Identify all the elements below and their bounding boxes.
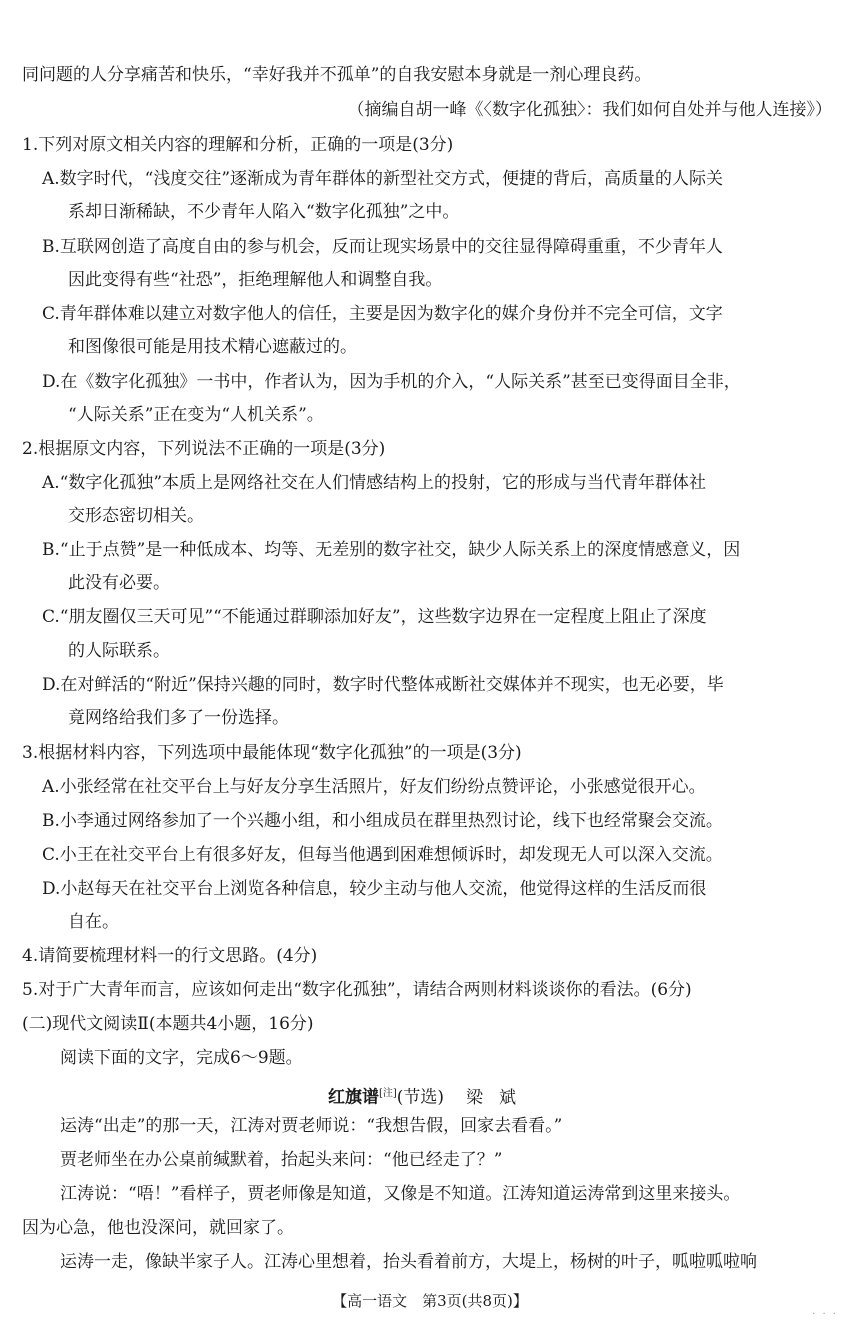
intro-line: 同问题的人分享痛苦和快乐，“幸好我并不孤单”的自我安慰本身就是一剂心理良药。	[22, 65, 652, 85]
section-2-heading: (二)现代文阅读Ⅱ(本题共4小题，16分)	[22, 1014, 314, 1034]
source-citation: （摘编自胡一峰《〈数字化孤独〉：我们如何自处并与他人连接》）	[347, 100, 832, 120]
q2-option-b-cont: 此没有必要。	[68, 573, 170, 593]
q2-option-c-cont: 的人际联系。	[68, 641, 170, 661]
q2-option-d-cont: 竟网络给我们多了一份选择。	[68, 708, 289, 728]
q3-option-c: C.小王在社交平台上有很多好友，但每当他遇到困难想倾诉时，却发现无人可以深入交流。	[42, 845, 723, 865]
q2-option-a: A.“数字化孤独”本质上是网络社交在人们情感结构上的投射，它的形成与当代青年群体社	[42, 473, 707, 493]
page-footer: 【高一语文 第3页(共8页)】	[332, 1292, 528, 1310]
footnote-mark: [注]	[378, 1088, 397, 1099]
q1-option-a: A.数字时代，“浅度交往”逐渐成为青年群体的新型社交方式，便捷的背后，高质量的人际关	[42, 169, 724, 189]
story-paragraph-2: 贾老师坐在办公桌前缄默着，抬起头来问：“他已经走了？”	[60, 1150, 503, 1170]
q1-option-d: D.在《数字化孤独》一书中，作者认为，因为手机的介入，“人际关系”甚至已变得面目全非，	[42, 372, 741, 392]
q1-option-c: C.青年群体难以建立对数字他人的信任，主要是因为数字化的媒介身份并不完全可信，文字	[42, 304, 723, 324]
q3-option-b: B.小李通过网络参加了一个兴趣小组，和小组成员在群里热烈讨论，线下也经常聚会交流。	[42, 811, 723, 831]
q3-option-a: A.小张经常在社交平台上与好友分享生活照片，好友们纷纷点赞评论，小张感觉很开心。	[42, 777, 706, 797]
question-3-stem: 3.根据材料内容，下列选项中最能体现“数字化孤独”的一项是(3分)	[22, 743, 522, 763]
passage-title-text: 红旗谱	[327, 1087, 379, 1108]
passage-title	[0, 1077, 860, 1115]
question-2-stem: 2.根据原文内容，下列说法不正确的一项是(3分)	[22, 439, 386, 459]
story-paragraph-3-cont: 因为心急，他也没深问，就回家了。	[22, 1218, 294, 1238]
story-paragraph-1: 运涛“出走”的那一天，江涛对贾老师说：“我想告假，回家去看看。”	[60, 1116, 563, 1136]
corner-mark: · · ·	[812, 1309, 838, 1320]
q2-option-b: B.“止于点赞”是一种低成本、均等、无差别的数字社交，缺少人际关系上的深度情感意义，因	[42, 540, 741, 560]
q1-option-b: B.互联网创造了高度自由的参与机会，反而让现实场景中的交往显得障碍重重，不少青年人	[42, 237, 723, 257]
story-paragraph-4: 运涛一走，像缺半家子人。江涛心里想着，抬头看着前方，大堤上，杨树的叶子，呱啦呱啦响	[60, 1252, 757, 1272]
q1-option-b-cont: 因此变得有些“社恐”，拒绝理解他人和调整自我。	[68, 270, 443, 290]
q1-option-c-cont: 和图像很可能是用技术精心遮蔽过的。	[68, 337, 357, 357]
story-paragraph-3: 江涛说：“唔！”看样子，贾老师像是知道，又像是不知道。江涛知道运涛常到这里来接头。	[60, 1184, 741, 1204]
q3-option-d-cont: 自在。	[68, 912, 119, 932]
q1-option-d-cont: “人际关系”正在变为“人机关系”。	[68, 405, 324, 425]
section-2-instruction: 阅读下面的文字，完成6～9题。	[60, 1048, 303, 1068]
question-5: 5.对于广大青年而言，应该如何走出“数字化孤独”，请结合两则材料谈谈你的看法。(6分)	[22, 980, 692, 1000]
q2-option-d: D.在对鲜活的“附近”保持兴趣的同时，数字时代整体戒断社交媒体并不现实，也无必要，毕	[42, 675, 724, 695]
q1-option-a-cont: 系却日渐稀缺，不少青年人陷入“数字化孤独”之中。	[68, 202, 460, 222]
q3-option-d: D.小赵每天在社交平台上浏览各种信息，较少主动与他人交流，他觉得这样的生活反而很	[42, 879, 707, 899]
passage-author: 梁斌	[466, 1087, 533, 1108]
question-1-stem: 1.下列对原文相关内容的理解和分析，正确的一项是(3分)	[22, 135, 454, 155]
excerpt-label: (节选)	[396, 1087, 445, 1108]
question-4: 4.请简要梳理材料一的行文思路。(4分)	[22, 946, 318, 966]
q2-option-a-cont: 交形态密切相关。	[68, 506, 204, 526]
q2-option-c: C.“朋友圈仅三天可见”“不能通过群聊添加好友”，这些数字边界在一定程度上阻止了深度	[42, 607, 707, 627]
